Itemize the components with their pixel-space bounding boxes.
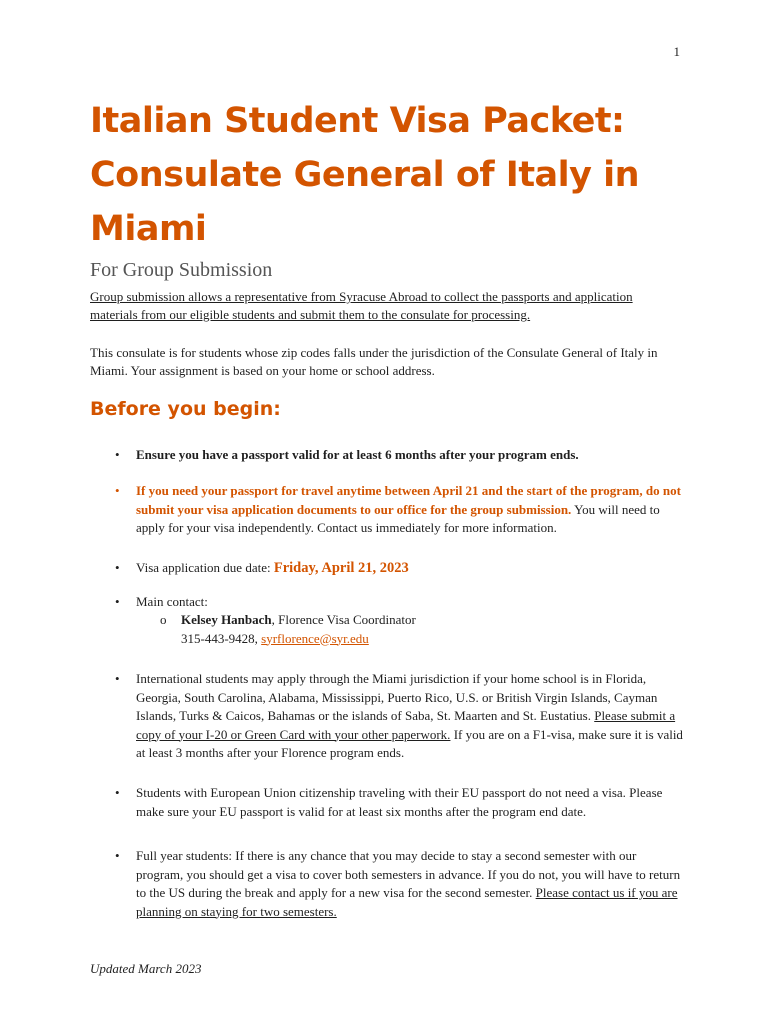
subtitle: For Group Submission [90, 259, 273, 281]
passport-text: Ensure you have a passport valid for at least 6 months after your program ends. [136, 447, 579, 462]
intro-paragraph: Group submission allows a representative from Syracuse Abroad to collect the passports and application materials from our eligible students and submit them to the consulate for processing. [90, 289, 633, 322]
footer-updated: Updated March 2023 [90, 961, 202, 976]
due-date-value: Friday, April 21, 2023 [273, 560, 409, 576]
bullet-icon: • [115, 785, 120, 800]
international-rest: If you are on a F1-visa, make sure it is valid at least 3 months after your Florence program ends. [136, 726, 683, 760]
main-contact-label: Main contact: [136, 594, 208, 609]
contact-details [160, 611, 560, 648]
travel-warning-bold: If you need your passport for travel anytime between April 21 and the start of the program, do not submit your visa application documents to our office for the group submission. [136, 483, 681, 517]
contact-role: , Florence Visa Coordinator [271, 612, 416, 627]
jurisdiction-paragraph: This consulate is for students whose zip codes falls under the jurisdiction of the Consulate General of Italy in Miami. Your assignment is based on your home or school address. [90, 345, 658, 378]
bullet-international-students [115, 670, 685, 763]
eu-text: Students with European Union citizenship traveling with their EU passport do not need a visa. Please make sure your EU passport is valid for at least six months after the program end date. [136, 785, 663, 819]
section-heading: Before you begin: [90, 398, 281, 420]
bullet-icon: • [115, 848, 120, 863]
sub-bullet-icon: o [160, 612, 167, 627]
bullet-main-contact [115, 593, 685, 612]
bullet-due-date [115, 559, 685, 578]
due-date-label: Visa application due date: [136, 560, 274, 575]
international-underlined: Please submit a copy of your I-20 or Green Card with your other paperwork. [136, 708, 676, 742]
bullet-passport-validity [115, 446, 685, 465]
bullet-full-year-students [115, 847, 685, 921]
bullet-eu-students [115, 784, 685, 821]
bullet-icon: • [115, 560, 120, 575]
bullet-icon: • [115, 447, 120, 462]
bullet-travel-warning [115, 482, 685, 538]
full-year-text: Full year students: If there is any chance that you may decide to stay a second semester with our program, you should get a visa to cover both semesters in advance. If you do not, you will have to return to the US during the break and apply for a new visa for the second semester. [136, 848, 681, 900]
contact-email-link[interactable]: syrflorence@syr.edu [261, 630, 369, 646]
travel-warning-rest: You will need to apply for your visa independently. Contact us immediately for more information. [136, 501, 660, 535]
full-year-underlined: Please contact us if you are planning on staying for two semesters. [136, 885, 678, 919]
document-title: Italian Student Visa Packet: Consulate General of Italy in Miami [90, 101, 640, 249]
contact-name: Kelsey Hanbach [181, 612, 272, 627]
contact-phone: 315-443-9428, [181, 630, 262, 646]
bullet-icon: • [115, 594, 120, 609]
international-text: International students may apply through the Miami jurisdiction if your home school is in Florida, Georgia, South Carolina, Alabama, Mississippi, Puerto Rico, U.S. or British Virgin Islands, Cayman Islands, Turks & Caicos, Bahamas or the islands of Saba, St. Maarten and St. Eustatius. [136, 671, 658, 723]
bullet-icon: • [115, 671, 120, 686]
bullet-icon: • [115, 483, 120, 498]
page-number: 1 [673, 44, 680, 59]
